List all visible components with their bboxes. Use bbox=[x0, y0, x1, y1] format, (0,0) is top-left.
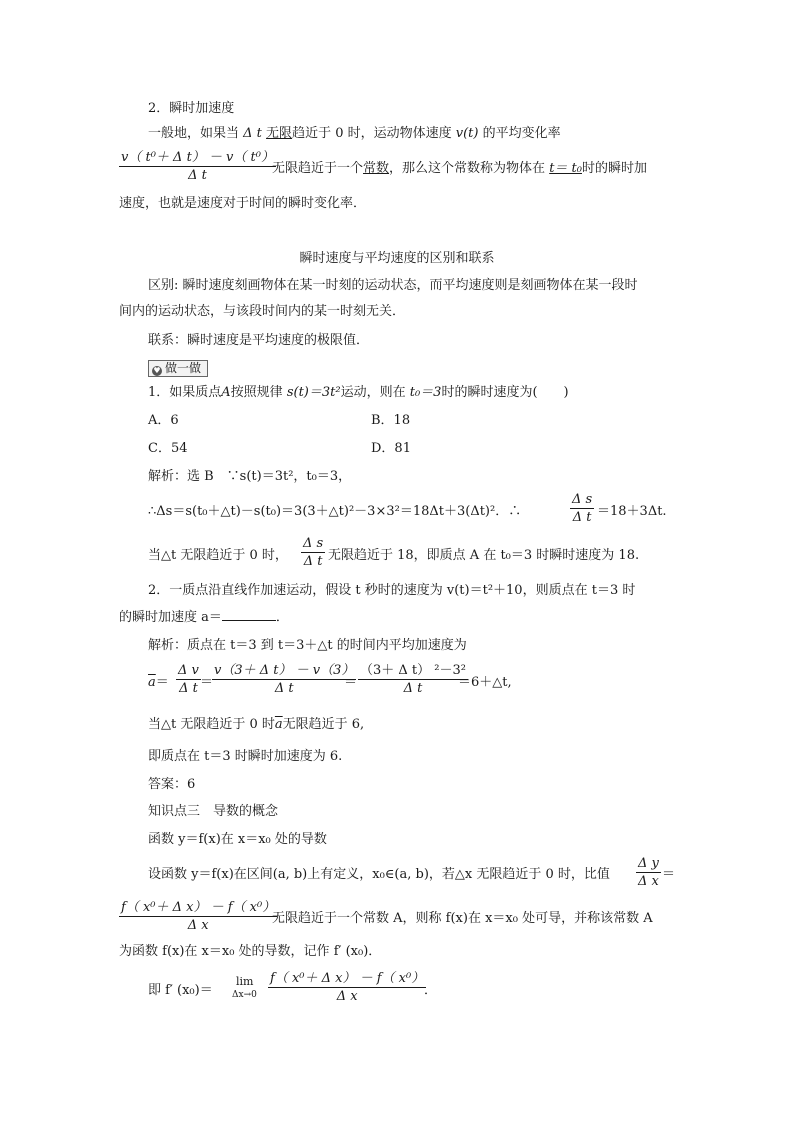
heart-icon: ♥ bbox=[153, 366, 161, 375]
answer-blank bbox=[222, 608, 276, 621]
paragraph-line: 速度，也就是速度对于时间的瞬时变化率． bbox=[119, 196, 367, 211]
fraction: $\frac{\text{Δ s}}{\text{Δ t}}$ bbox=[572, 492, 593, 525]
paragraph-line: 为函数 f(x)在 x＝x₀ 处的导数，记作 f′ (x₀)． bbox=[119, 944, 382, 959]
solution-line: 无限趋近于 18，即质点 A 在 t₀＝3 时瞬时速度为 18. bbox=[328, 548, 640, 563]
section-heading: 2．瞬时加速度 bbox=[148, 101, 235, 116]
section-heading: 知识点三 导数的概念 bbox=[148, 804, 279, 819]
equation-line: $\overline{a}=$ bbox=[148, 675, 169, 690]
limit-sub: Δx→0 bbox=[232, 990, 257, 1000]
option-b: B．18 bbox=[371, 413, 411, 428]
fraction: $\frac{\text{f（ x⁰＋ Δ x） － f（ x⁰）}}{\text{Δ x}}$ bbox=[270, 971, 425, 1004]
solution-line: ∴Δs＝s(t₀＋△t)－s(t₀)＝3(3＋△t)²－3×3²＝18Δt＋3(Δt)²．∴ bbox=[148, 504, 522, 519]
solution-line: 当△t 无限趋近于 0 时， bbox=[148, 548, 288, 563]
document-page: 2．瞬时加速度 一般地，如果当 Δ t 无限趋近于 0 时，运动物体速度 v(t) 的平均变化率 $\frac{\text{v（ t⁰＋ Δ t） － v（ t⁰）}}{\text{Δ t}}$ 无限趋近于一个常数，那么这个常数称为物体在 t＝ t₀时的瞬时加 速度，也就是速度对于时间的瞬时变化率． 瞬时速度与平均速度的区别和联系 区别: 瞬时速度刻画物体在某一时刻的运动状态，而平均速度则是刻画物体在某一段时 间内的运动状态，与该段时间内的某一时刻无关． 联系：瞬时速度是平均速度的极限值． ♥ 做一做 1．如果质点A按照规律 s(t)＝3t²运动，则在 t₀＝3时的瞬时速度为( ) A．6 B．18 C．54 D．81 解析：选 B ∵s(t)＝3t²，t₀＝3， ∴Δs＝s(t₀＋△t)－s(t₀)＝3(3＋△t)²－3×3²＝18Δt＋3(Δt)²．∴ $\frac{\text{Δ s}}{\text{Δ t}}$ ＝18＋3Δt. 当△t 无限趋近于 0 时， $\frac{\text{Δ s}}{\text{Δ t}}$ 无限趋近于 18，即质点 A 在 t₀＝3 时瞬时速度为 18. 2．一质点沿直线作加速运动，假设 t 秒时的速度为 v(t)＝t²＋10，则质点在 t＝3 时 的瞬时加速度 a＝ ． 解析：质点在 t＝3 到 t＝3＋△t 的时间内平均加速度为 $\overline{a}=$ $\frac{\text{Δ v}}{\text{Δ t}}$ ＝ $\frac{\text{v（3＋ Δ t） － v（3）}}{\text{Δ t}}$ ＝ $\frac{\text{（3＋ Δ t） ²－3²}}{\text{Δ t}}$ ＝6＋△t, 当△t 无限趋近于 0 时$\overline{a}$无限趋近于 6, 即质点在 t＝3 时瞬时加速度为 6. 答案：6 知识点三 导数的概念 函数 y＝f(x)在 x＝x₀ 处的导数 设函数 y＝f(x)在区间(a, b)上有定义，x₀∈(a, b)，若△x 无限趋近于 0 时，比值 $\frac{\text{Δ y}}{\text{Δ x}}$ ＝ $\frac{\text{f（ x⁰＋ Δ x） － f（ x⁰）}}{\text{Δ x}}$ 无限趋近于一个常数 A，则称 f(x)在 x＝x₀ 处可导，并称该常数 A 为函数 f(x)在 x＝x₀ 处的导数，记作 f′ (x₀)． 即 f′ (x₀)＝ lim Δx→0 $\frac{\text{f（ x⁰＋ Δ x） － f（ x⁰）}}{\text{Δ x}}$ ． bbox=[0, 0, 794, 1123]
option-c: C．54 bbox=[148, 441, 188, 456]
section-title: 瞬时速度与平均速度的区别和联系 bbox=[299, 251, 495, 266]
solution-line: 解析：选 B ∵s(t)＝3t²，t₀＝3， bbox=[148, 469, 352, 484]
paragraph-line: 联系：瞬时速度是平均速度的极限值． bbox=[148, 333, 370, 348]
paragraph-line: 间内的运动状态，与该段时间内的某一时刻无关． bbox=[119, 304, 406, 319]
paragraph-line: 一般地，如果当 Δ t 无限趋近于 0 时，运动物体速度 v(t) 的平均变化率 bbox=[148, 126, 561, 141]
fraction: $\frac{\text{v（3＋ Δ t） － v（3）}}{\text{Δ t}}$ bbox=[214, 663, 355, 696]
paragraph-line: 设函数 y＝f(x)在区间(a, b)上有定义，x₀∈(a, b)，若△x 无限趋近于 0 时，比值 bbox=[148, 867, 610, 882]
solution-line: 当△t 无限趋近于 0 时$\overline{a}$无限趋近于 6, bbox=[148, 717, 365, 732]
solution-line: ＝18＋3Δt. bbox=[597, 504, 667, 519]
paragraph-line: 无限趋近于一个常数 A，则称 f(x)在 x＝x₀ 处可导，并称该常数 A bbox=[272, 911, 653, 926]
solution-line: 解析：质点在 t＝3 到 t＝3＋△t 的时间内平均加速度为 bbox=[148, 638, 467, 653]
fraction: $\frac{\text{f（ x⁰＋ Δ x） － f（ x⁰）}}{\text{Δ x}}$ bbox=[121, 900, 276, 933]
option-d: D．81 bbox=[371, 441, 411, 456]
option-a: A．6 bbox=[148, 413, 179, 428]
fraction: $\frac{\text{Δ s}}{\text{Δ t}}$ bbox=[303, 536, 324, 569]
fraction: $\frac{\text{（3＋ Δ t） ²－3²}}{\text{Δ t}}$ bbox=[360, 663, 466, 696]
formula-line: 即 f′ (x₀)＝ bbox=[148, 983, 213, 998]
fraction: $\frac{\text{v（ t⁰＋ Δ t） － v（ t⁰）}}{\text{Δ t}}$ bbox=[121, 150, 274, 183]
question-stem: 1．如果质点A按照规律 s(t)＝3t²运动，则在 t₀＝3时的瞬时速度为( ) bbox=[148, 385, 569, 400]
solution-line: 即质点在 t＝3 时瞬时加速度为 6. bbox=[148, 749, 343, 764]
paragraph-line: 无限趋近于一个常数，那么这个常数称为物体在 t＝ t₀时的瞬时加 bbox=[272, 161, 647, 176]
practice-badge: ♥ 做一做 bbox=[148, 360, 208, 377]
fraction: $\frac{\text{Δ y}}{\text{Δ x}}$ bbox=[638, 856, 659, 889]
fraction: $\frac{\text{Δ v}}{\text{Δ t}}$ bbox=[178, 663, 199, 696]
paragraph-line: 区别: 瞬时速度刻画物体在某一时刻的运动状态，而平均速度则是刻画物体在某一段时 bbox=[148, 278, 638, 293]
question-stem: 2．一质点沿直线作加速运动，假设 t 秒时的速度为 v(t)＝t²＋10，则质点在 t＝3 时 bbox=[148, 583, 636, 598]
question-stem: 的瞬时加速度 a＝ ． bbox=[119, 610, 289, 625]
limit-label: lim bbox=[236, 975, 254, 988]
answer-line: 答案：6 bbox=[148, 777, 196, 792]
subheading: 函数 y＝f(x)在 x＝x₀ 处的导数 bbox=[148, 832, 327, 847]
